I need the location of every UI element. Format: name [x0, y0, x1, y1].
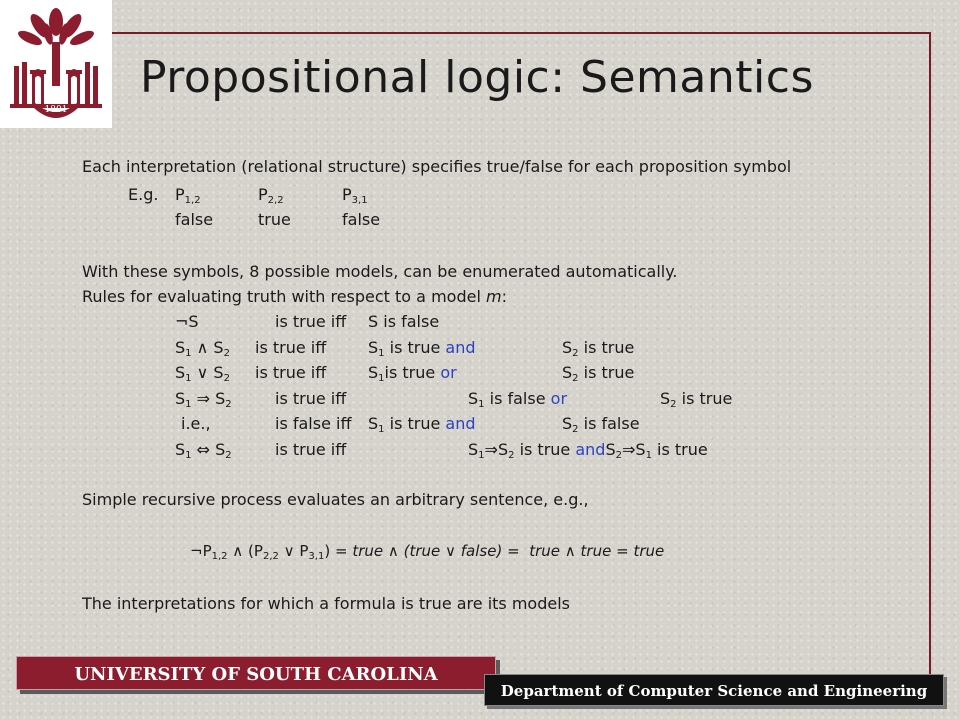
value-p12: false — [175, 210, 214, 229]
intro-text: Each interpretation (relational structure) specifies true/false for each proposition symbol — [82, 157, 792, 176]
rule-and-mid: is true iff — [255, 338, 327, 357]
rule-iff-c1: $S_1\Rightarrow S_2$ is true $andS_2\Rightarrow S_1$ is true — [468, 440, 708, 461]
rule-or-mid: is true iff — [255, 363, 327, 382]
university-banner — [16, 656, 496, 690]
rule-neg-lhs: ¬S — [175, 312, 199, 331]
rule-or-c2: $S_2$ is true — [562, 363, 635, 384]
university-logo — [0, 0, 112, 128]
rule-or-c1: $S_1is$ true or — [368, 363, 457, 384]
rule-neg-mid: is true iff — [275, 312, 347, 331]
seal-year-text: 1801 — [44, 105, 68, 115]
example-label: E.g. — [128, 185, 159, 204]
university-name: UNIVERSITY OF SOUTH CAROLINA — [74, 664, 438, 685]
rule-and-c1: $S_1$ is true and — [368, 338, 476, 359]
slide-title: Propositional logic: Semantics — [140, 52, 814, 103]
recursive-process-text: Simple recursive process evaluates an arbitrary sentence, e.g., — [82, 490, 589, 509]
rule-and-c2: $S_2$ is true — [562, 338, 635, 359]
rule-and-lhs: $S_1$ ∧ $S_2$ — [175, 338, 230, 359]
symbol-p31: $P_{3,1}$ — [342, 185, 368, 206]
department-banner — [484, 674, 944, 706]
rule-neg-rhs: S is false — [368, 312, 440, 331]
value-p31: false — [342, 210, 381, 229]
rule-ie-c1: $S_1$ is true and — [368, 414, 476, 435]
rule-imp-lhs: $S_1$ ⇒ $S_2$ — [175, 389, 232, 410]
rule-imp-mid: is true iff — [275, 389, 347, 408]
rule-or-lhs: $S_1$ ∨ $S_2$ — [175, 363, 230, 384]
symbol-p12: $P_{1,2}$ — [175, 185, 201, 206]
slide-frame — [112, 32, 931, 688]
rule-iff-mid: is true iff — [275, 440, 347, 459]
value-p22: true — [258, 210, 291, 229]
symbol-p22: $P_{2,2}$ — [258, 185, 284, 206]
example-formula: $\neg P_{1,2}$ ∧ ($P_{2,2}$ ∨ $P_{3,1}$) = true ∧ (true ∨ false) = true ∧ true = true — [190, 542, 665, 562]
models-count-text: With these symbols, 8 possible models, can be enumerated automatically. — [82, 262, 678, 281]
rule-ie-lhs: i.e., — [181, 414, 211, 433]
department-name: Department of Computer Science and Engineering — [500, 682, 928, 700]
rule-ie-c2: $S_2$ is false — [562, 414, 640, 435]
rule-imp-c1: $S_1$ is false or — [468, 389, 568, 410]
rule-imp-c2: $S_2$ is true — [660, 389, 733, 410]
rule-ie-mid: is false iff — [275, 414, 352, 433]
palmetto-seal-icon — [0, 0, 112, 128]
models-definition-text: The interpretations for which a formula is true are its models — [82, 594, 570, 613]
rules-intro-text: Rules for evaluating truth with respect to a model m: — [82, 287, 507, 306]
rule-iff-lhs: $S_1$ ⇔ $S_2$ — [175, 440, 232, 461]
